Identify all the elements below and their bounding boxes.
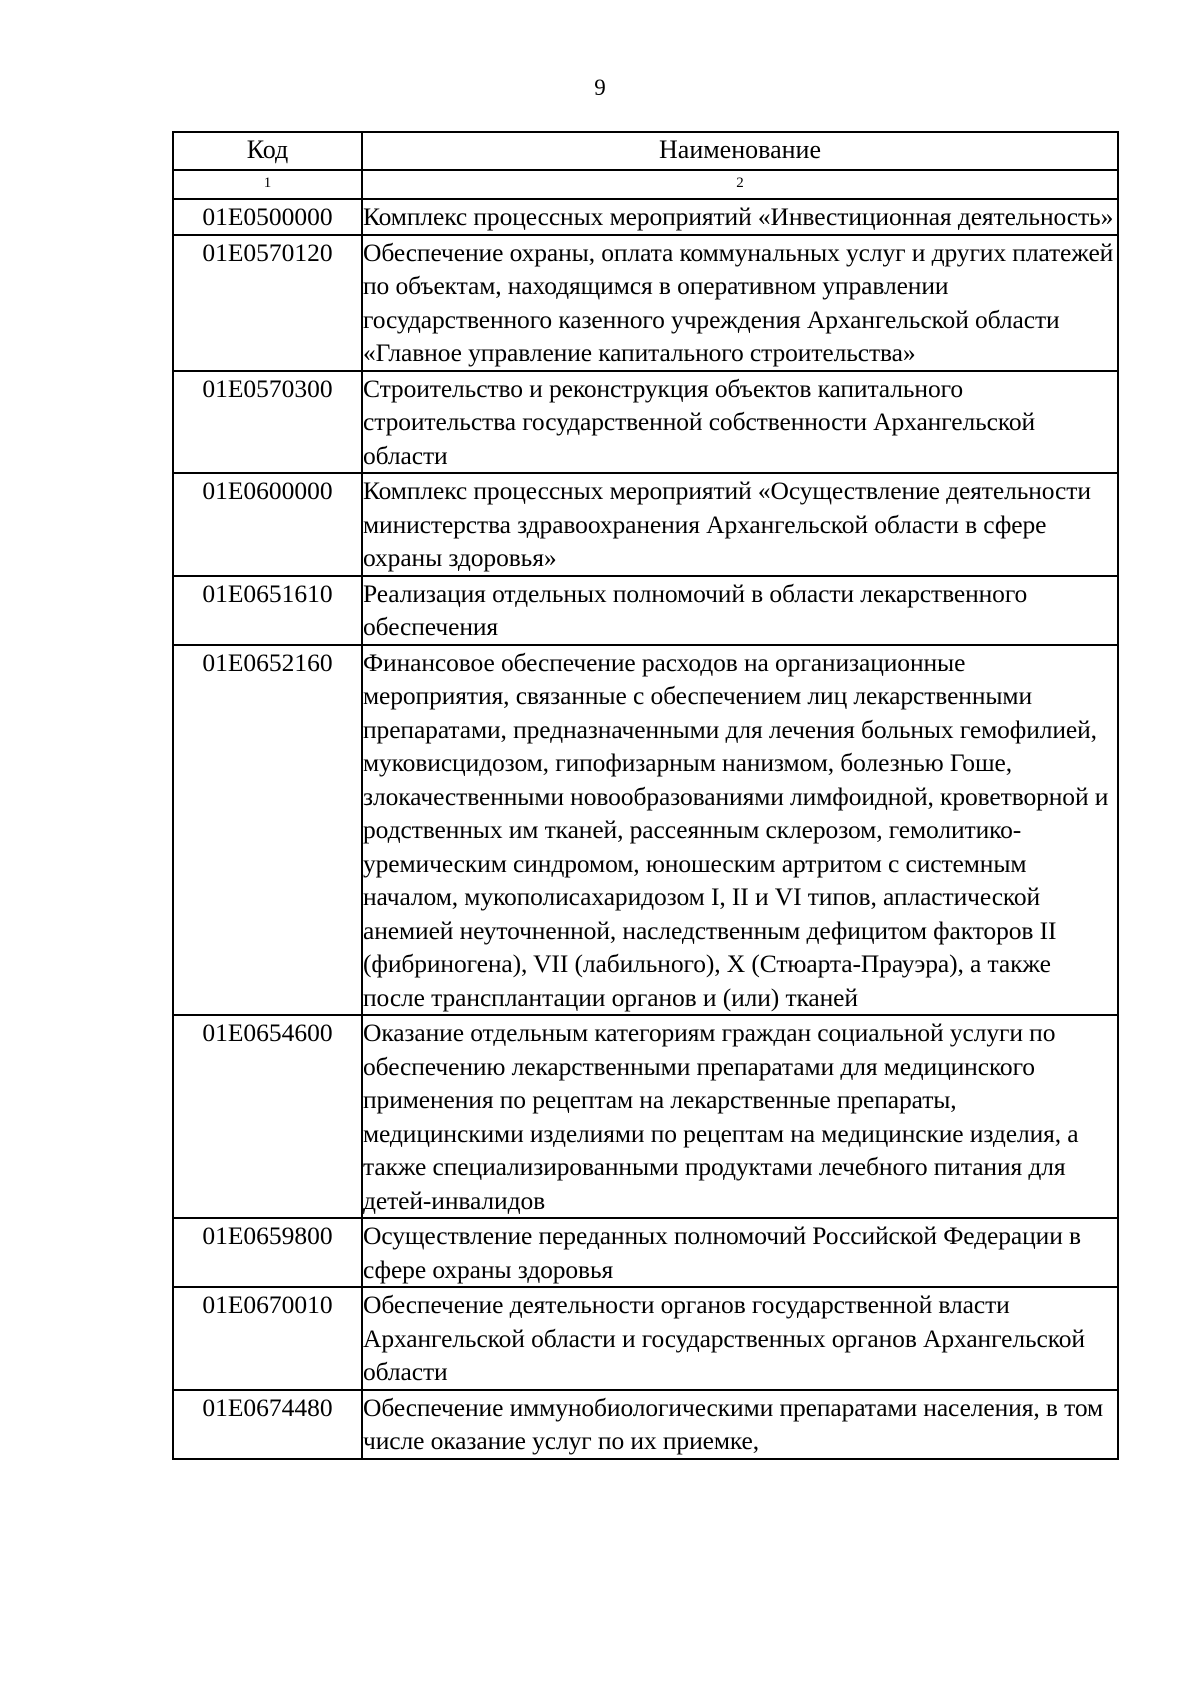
- row-name: Осуществление переданных полномочий Российской Федерации в сфере охраны здоровья: [362, 1218, 1118, 1287]
- row-name: Реализация отдельных полномочий в области лекарственного обеспечения: [362, 576, 1118, 645]
- row-code: 01Е0570120: [173, 235, 362, 371]
- row-code: 01Е0659800: [173, 1218, 362, 1287]
- row-name: Строительство и реконструкция объектов капитального строительства государственной собственности Архангельской области: [362, 371, 1118, 474]
- row-name: Оказание отдельным категориям граждан социальной услуги по обеспечению лекарственными препаратами для медицинского применения по рецептам на лекарственные препараты, медицинскими изделиями по рецептам на медицинские изделия, а также специализированными продуктами лечебного питания для детей-инвалидов: [362, 1015, 1118, 1218]
- table-row: [173, 645, 1118, 1016]
- table-row: [173, 199, 1118, 235]
- row-name: Финансовое обеспечение расходов на организационные мероприятия, связанные с обеспечением лиц лекарственными препаратами, предназначенными для лечения больных гемофилией, муковисцидозом, гипофизарным нанизмом, болезнью Гоше, злокачественными новообразованиями лимфоидной, кроветворной и родственных им тканей, рассеянным склерозом, гемолитико-уремическим синдромом, юношеским артритом с системным началом, мукополисахаридозом I, II и VI типов, апластической анемией неуточненной, наследственным дефицитом факторов II (фибриногена), VII (лабильного), X (Стюарта-Прауэра), а также после трансплантации органов и (или) тканей: [362, 645, 1118, 1016]
- row-name: Обеспечение иммунобиологическими препаратами населения, в том числе оказание услуг по их приемке,: [362, 1390, 1118, 1459]
- budget-codes-table: [172, 131, 1119, 1460]
- column-number-name: 2: [362, 170, 1118, 199]
- table-row: [173, 1218, 1118, 1287]
- header-name: Наименование: [362, 132, 1118, 170]
- row-code: 01Е0600000: [173, 473, 362, 576]
- row-name: Комплекс процессных мероприятий «Осуществление деятельности министерства здравоохранения Архангельской области в сфере охраны здоровья»: [362, 473, 1118, 576]
- table-header-row: [173, 132, 1118, 170]
- row-code: 01Е0674480: [173, 1390, 362, 1459]
- table-row: [173, 576, 1118, 645]
- header-code: Код: [173, 132, 362, 170]
- table-row: [173, 473, 1118, 576]
- column-number-row: [173, 170, 1118, 199]
- row-name: Обеспечение деятельности органов государственной власти Архангельской области и государственных органов Архангельской области: [362, 1287, 1118, 1390]
- column-number-code: 1: [173, 170, 362, 199]
- table-row: [173, 1015, 1118, 1218]
- table-row: [173, 1287, 1118, 1390]
- row-code: 01Е0654600: [173, 1015, 362, 1218]
- row-code: 01Е0670010: [173, 1287, 362, 1390]
- row-name: Обеспечение охраны, оплата коммунальных услуг и других платежей по объектам, находящимся в оперативном управлении государственного казенного учреждения Архангельской области «Главное управление капитального строительства»: [362, 235, 1118, 371]
- row-name: Комплекс процессных мероприятий «Инвестиционная деятельность»: [362, 199, 1118, 235]
- table-row: [173, 235, 1118, 371]
- page-number: 9: [594, 75, 606, 100]
- table-row: [173, 371, 1118, 474]
- row-code: 01Е0652160: [173, 645, 362, 1016]
- row-code: 01Е0570300: [173, 371, 362, 474]
- table-row: [173, 1390, 1118, 1459]
- row-code: 01Е0651610: [173, 576, 362, 645]
- row-code: 01Е0500000: [173, 199, 362, 235]
